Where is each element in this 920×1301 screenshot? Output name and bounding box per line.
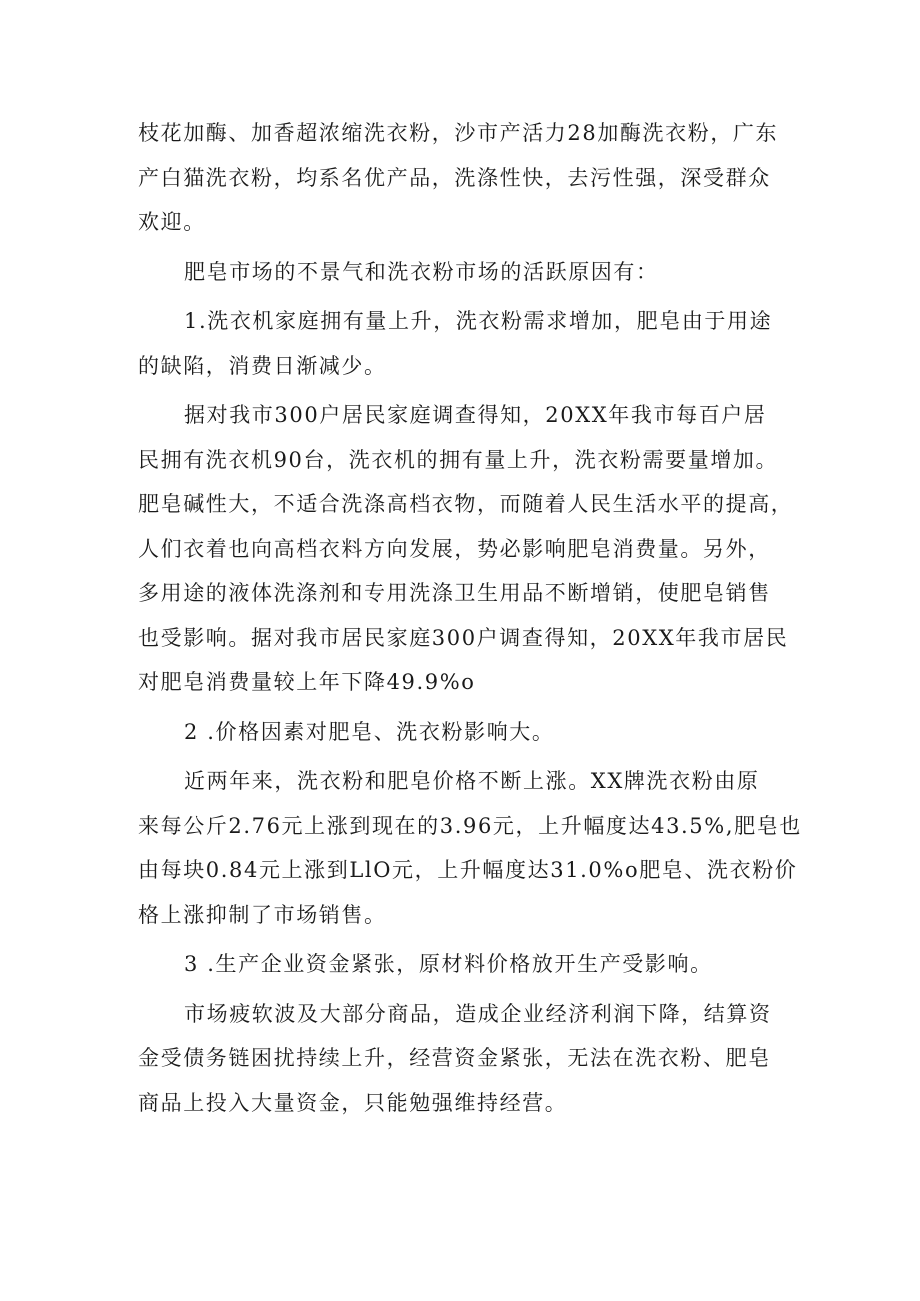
paragraph-point-2-heading — [138, 710, 798, 755]
text-line: 金受债务链困扰持续上升，经营资金紧张，无法在洗衣粉、肥皂 — [138, 1046, 771, 1070]
text-line: 肥皂碱性大，不适合洗涤高档衣物，而随着人民生活水平的提高， — [138, 492, 794, 516]
text-line: 欢迎。 — [138, 210, 206, 234]
text-line: 对肥皂消费量较上年下降49.9%o — [138, 670, 476, 694]
text-line: 枝花加酶、加香超浓缩洗衣粉，沙市产活力28加酶洗衣粉，广东 — [138, 121, 779, 145]
text-line: 的缺陷，消费日渐减少。 — [138, 353, 387, 378]
text-line: 产白猫洗衣粉，均系名优产品，洗涤性快，去污性强，深受群众 — [138, 165, 771, 190]
paragraph-product-list — [138, 111, 798, 245]
document-body — [138, 111, 802, 1125]
text-line: 商品上投入大量资金，只能勉强维持经营。 — [138, 1090, 568, 1115]
text-line: 肥皂市场的不景气和洗衣粉市场的活跃原因有： — [184, 259, 659, 284]
text-line: 人们衣着也向高档衣料方向发展，势必影响肥皂消费量。另外， — [138, 536, 771, 561]
text-line: 格上涨抑制了市场销售。 — [138, 902, 387, 927]
text-line: 据对我市300户居民家庭调查得知，20XX年我市每百户居 — [184, 403, 767, 427]
paragraph-point-3-detail — [138, 992, 798, 1126]
text-line: 近两年来，洗衣粉和肥皂价格不断上涨。XX牌洗衣粉由原 — [184, 769, 760, 793]
paragraph-point-2-detail — [138, 759, 802, 937]
text-line: 民拥有洗衣机90台，洗衣机的拥有量上升，洗衣粉需要量增加。 — [138, 447, 779, 472]
paragraph-point-1-heading — [138, 299, 798, 388]
text-line: 也受影响。据对我市居民家庭300户调查得知，20XX年我市居民 — [138, 625, 789, 650]
paragraph-point-3-heading — [138, 942, 798, 987]
text-line: 3 .生产企业资金紧张，原材料价格放开生产受影响。 — [184, 952, 713, 976]
text-line: 来每公斤2.76元上涨到现在的3.96元，上升幅度达43.5%,肥皂也 — [138, 813, 802, 838]
paragraph-point-1-detail — [138, 393, 798, 705]
text-line: 1.洗衣机家庭拥有量上升，洗衣粉需求增加，肥皂由于用途 — [184, 309, 773, 333]
text-line: 2 .价格因素对肥皂、洗衣粉影响大。 — [184, 719, 555, 744]
text-line: 由每块0.84元上涨到LlO元，上升幅度达31.0%o肥皂、洗衣粉价 — [138, 858, 798, 882]
paragraph-reasons-intro — [138, 250, 798, 295]
text-line: 市场疲软波及大部分商品，造成企业经济利润下降，结算资 — [184, 1001, 772, 1026]
text-line: 多用途的液体洗涤剂和专用洗涤卫生用品不断增销，使肥皂销售 — [138, 581, 771, 605]
